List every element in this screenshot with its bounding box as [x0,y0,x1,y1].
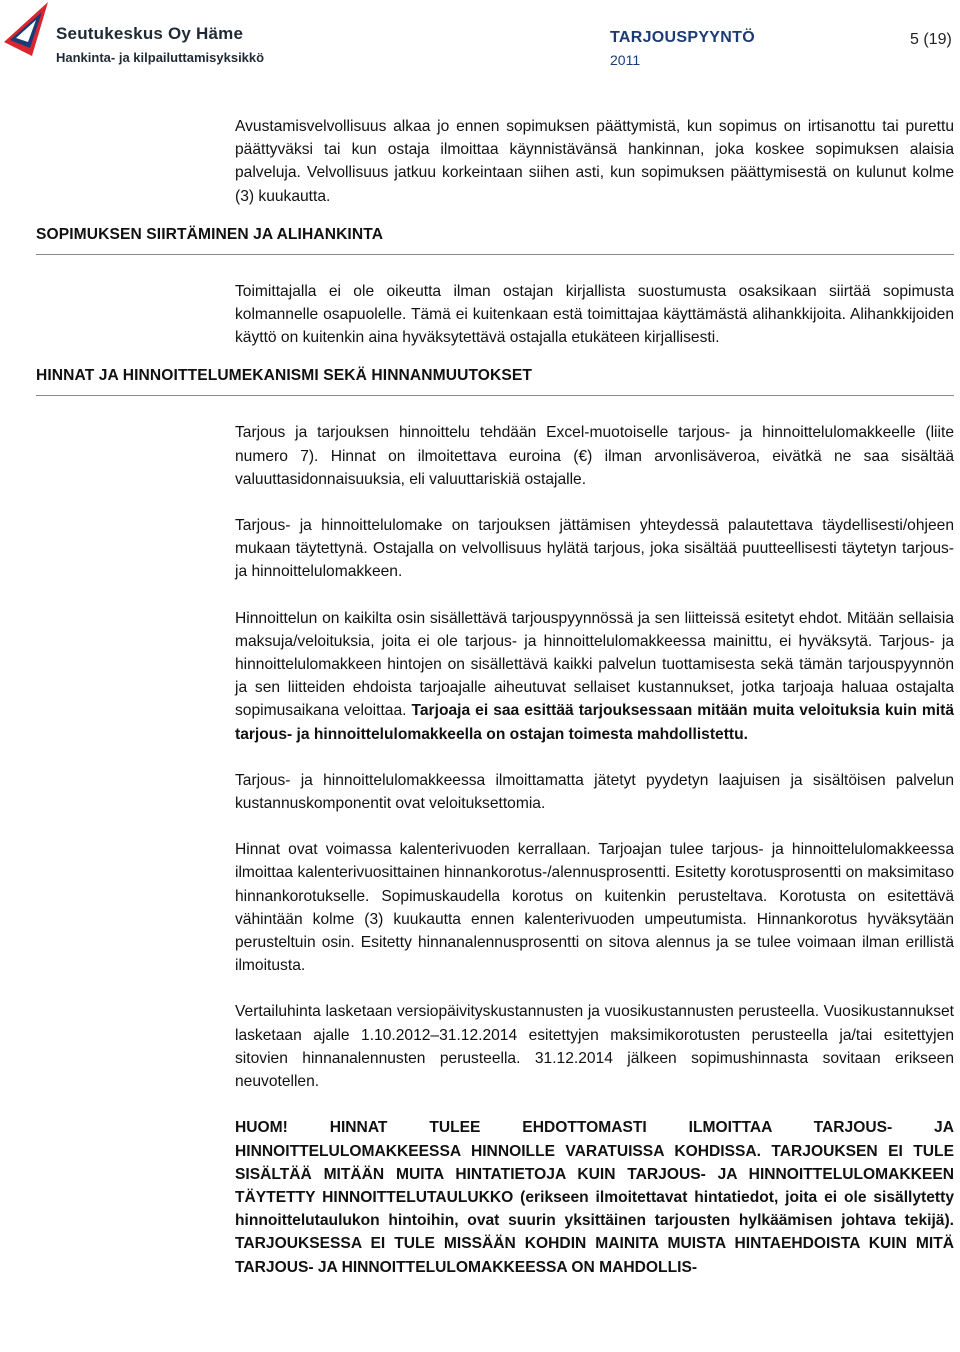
page-header [0,0,960,80]
pricing-paragraph-1: Tarjous ja tarjouksen hinnoittelu tehdään Excel-muotoiselle tarjous- ja hinnoittelulomakkeelle (liite numero 7). Hinnat on ilmoitettava euroina (€) ilman arvonlisäveroa, eivätkä ne saa sisältää valuuttasidonnaisuuksia, eli valuuttariskiä ostajalle. [235,424,954,488]
document-body [0,115,960,1279]
pricing-paragraph-4: Tarjous- ja hinnoittelulomakkeessa ilmoittamatta jätetyt pyydetyn laajuisen ja sisältöisen palvelun kustannuskomponentit ovat veloituksettomia. [235,771,954,813]
page-number: 5 (19) [910,31,952,48]
pricing-paragraph-3-emphasis: Tarjoaja ei saa esittää tarjouksessaan mitään muita veloituksia kuin mitä tarjous- ja hinnoittelulomakkeella on ostajan toimesta mahdollistettu. [235,702,954,743]
organization-name: Seutukeskus Oy Häme [56,24,244,43]
assignment-paragraph: Toimittajalla ei ole oikeutta ilman ostajan kirjallista suostumusta osaksikaan siirtää sopimusta kolmannelle osapuolelle. Tämä ei kuitenkaan estä toimittajaa käyttämästä alihankkijoita. Alihankkijoiden käyttö on kuitenkin aina hyväksytettävä ostajalla etukäteen kirjallisesti. [235,282,954,347]
pricing-paragraph-2: Tarjous- ja hinnoittelulomake on tarjouksen jättämisen yhteydessä palautettava täydellisesti/ohjeen mukaan täytettynä. Ostajalla on velvollisuus hylätä tarjous, joka sisältää puutteellisesti täytetyn tarjous- ja hinnoittelulomakkeen. [235,517,954,581]
pricing-notice: HUOM! HINNAT TULEE EHDOTTOMASTI ILMOITTAA TARJOUS- JA HINNOITTELULOMAKKEESSA HINNOILLE VARATUISSA KOHDISSA. TARJOUKSEN EI TULE SISÄLTÄÄ MITÄÄN MUITA HINTATIETOJA KUIN TARJOUS- JA HINNOITTELULOMAKKEEN TÄYTETTY HINNOITTELUTAULUKKO (erikseen ilmoitettavat hintatiedot, joita ei ole sisällytetty hinnoittelutaulukon hintoihin, ovat suurin yksittäinen tarjousten hylkäämisen johtava tekijä). TARJOUKSESSA EI TULE MISSÄÄN KOHDIN MAINITA MUISTA HINTAEHDOISTA KUIN MITÄ TARJOUS- JA HINNOITTELULOMAKKEESSA ON MAHDOLLIS- [235,1119,954,1276]
intro-paragraph: Avustamisvelvollisuus alkaa jo ennen sopimuksen päättymistä, kun sopimus on irtisanottu tai purettu päättyväksi tai kun ostaja ilmoittaa käynnistävänsä hankinnan, joka koskee sopimuksen alaisia palveluja. Velvollisuus jatkuu korkeintaan siihen asti, kun sopimuksen päättymisestä on kulunut kolme (3) kuukautta. [235,118,954,205]
heading-assignment-subcontracting: SOPIMUKSEN SIIRTÄMINEN JA ALIHANKINTA [36,223,954,255]
organization-unit: Hankinta- ja kilpailuttamisyksikkö [56,50,265,65]
pricing-paragraph-3 [235,607,954,746]
pricing-paragraph-3-text: Hinnoittelun on kaikilta osin sisällettävä tarjouspyynnössä ja sen liitteissä esitetyt ehdot. Mitään sellaisia maksuja/veloituksia, joita ei ole tarjous- ja hinnoittelulomakkeessa mainittu, ei hyväksytä. Tarjous- ja hinnoittelulomakkeen hintojen on sisällettävä kaikki palvelun tuottamisesta sekä tämän tarjouspyynnön ja sen liitteiden ehdoista tarjoajalle aiheutuvat sellaiset kustannukset, jotka tarjoaja haluaa ostajalta sopimusaikana veloittaa. [235,609,954,720]
pricing-paragraph-5: Hinnat ovat voimassa kalenterivuoden kerrallaan. Tarjoajan tulee tarjous- ja hinnoittelulomakkeessa ilmoittaa kalenterivuosittainen hinnankorotus-/alennusprosentti. Esitetty korotusprosentti on maksimitaso hinnankorotukselle. Sopimuskaudella korotus on kuitenkin perusteltava. Korotusta on esitettävä vähintään kolme (3) kuukautta ennen kalenterivuoden umpeutumista. Hinnankorotus hyväksytään perusteltuin osin. Esitetty hinnanalennusprosentti on sitova alennus ja se tulee voimaan ilman erillistä ilmoitusta. [235,841,954,975]
seutukeskus-logo-icon [2,0,54,56]
document-type: TARJOUSPYYNTÖ [610,29,755,46]
heading-pricing: HINNAT JA HINNOITTELUMEKANISMI SEKÄ HINNANMUUTOKSET [36,364,954,396]
pricing-paragraph-6: Vertailuhinta lasketaan versiopäivityskustannusten ja vuosikustannusten perusteella. Vuosikustannukset lasketaan ajalle 1.10.2012–31.12.2014 esitettyjen maksimikorotusten perusteella ja/tai esitettyjen sitovien hinnanalennusten perusteella. 31.12.2014 jälkeen sopimushinnasta sovitaan erikseen neuvotellen. [235,1003,954,1091]
document-year: 2011 [610,52,641,68]
